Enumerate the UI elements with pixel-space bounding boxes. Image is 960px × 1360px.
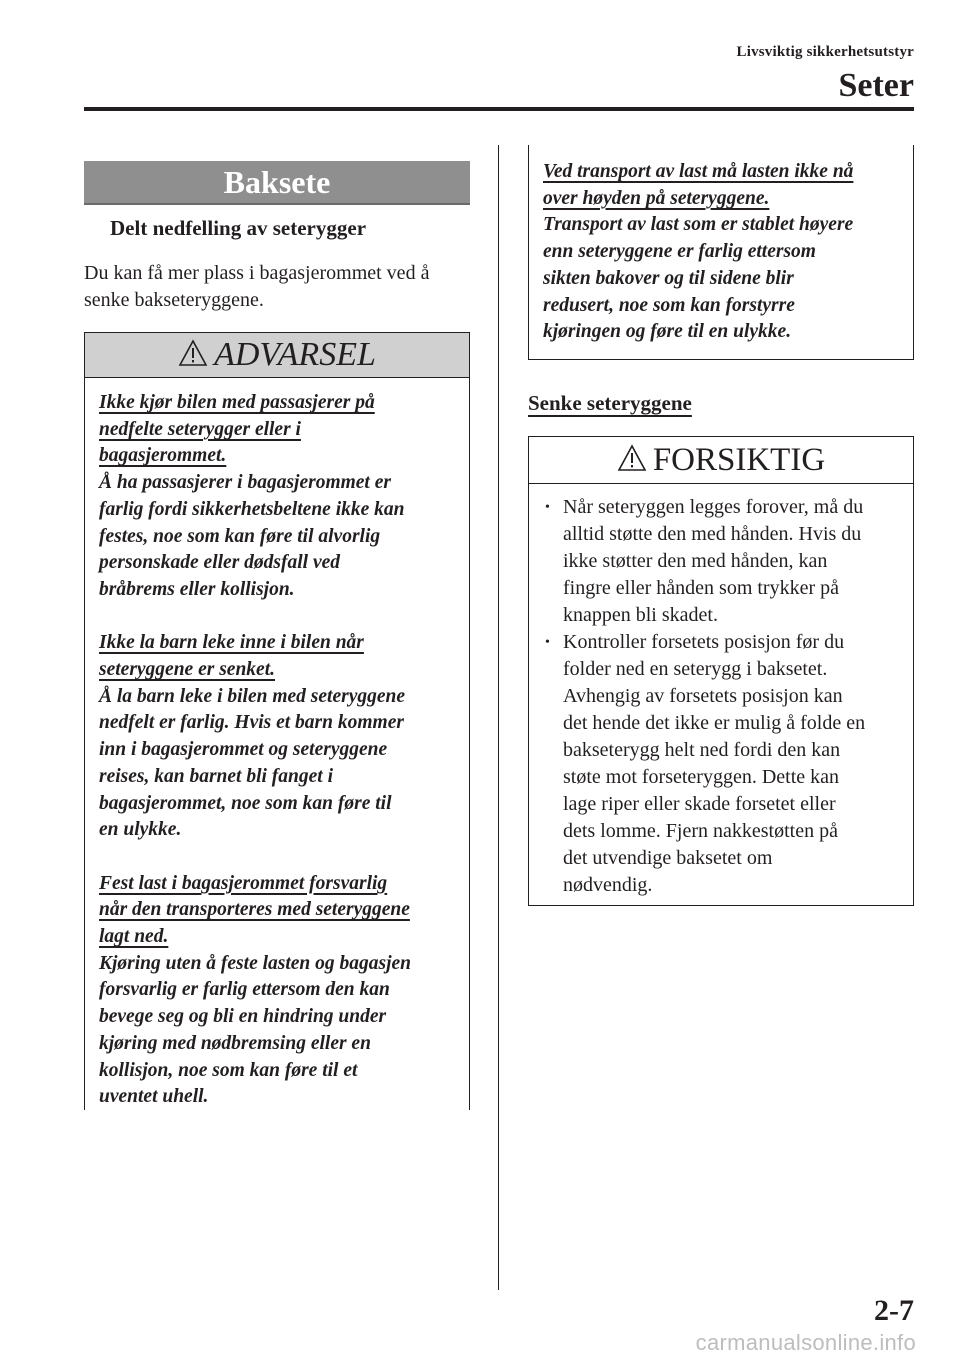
warning-body-line: enn seteryggene er farlig ettersom xyxy=(543,241,816,263)
caution-line: det utvendige baksetet om xyxy=(563,847,773,869)
page-number: 2-7 xyxy=(874,1294,914,1327)
warning-heading-line xyxy=(99,630,457,657)
caution-box xyxy=(528,436,914,906)
warning-body-line: inn i bagasjerommet og seteryggene xyxy=(99,739,388,761)
caution-line: ikke støtter den med hånden, kan xyxy=(563,550,828,572)
caution-line: fingre eller hånden som trykker på xyxy=(563,577,840,599)
caution-line: bakseterygg helt ned fordi den kan xyxy=(563,739,841,761)
warning-heading-line-text: når den transporteres med seteryggene xyxy=(99,899,410,921)
warning-body-line: bråbrems eller kollisjon. xyxy=(99,578,295,600)
warning-body-line: farlig fordi sikkerhetsbeltene ikke kan xyxy=(99,498,405,520)
warning-heading-line xyxy=(99,417,457,444)
section-banner: Baksete xyxy=(84,161,470,205)
paragraph-gap xyxy=(99,844,457,871)
warning-heading-line xyxy=(543,186,901,213)
warning-heading-line xyxy=(99,657,457,684)
caution-line: knappen bli skadet. xyxy=(563,604,718,626)
section-heading xyxy=(528,391,692,416)
warning-body-line: kjøringen og føre til en ulykke. xyxy=(543,321,792,343)
warning-heading-line-text: nedfelte seterygger eller i xyxy=(99,418,301,440)
caution-line: nødvendig. xyxy=(563,874,653,896)
header-rule xyxy=(84,107,914,111)
warning-heading-line xyxy=(99,897,457,924)
warning-body-line: forsvarlig er farlig ettersom den kan xyxy=(99,979,390,1001)
caution-line: alltid støtte den med hånden. Hvis du xyxy=(563,523,862,545)
warning-body-line: uventet uhell. xyxy=(99,1086,209,1108)
warning-box-continued xyxy=(528,145,914,360)
warning-body-line: Å la barn leke i bilen med seteryggene xyxy=(99,685,406,707)
warning-heading-line xyxy=(99,443,457,470)
warning-body-line: personskade eller dødsfall ved xyxy=(99,552,341,574)
warning-body-line: reises, kan barnet bli fanget i xyxy=(99,765,334,787)
subheading: Delt nedfelling av seterygger xyxy=(110,216,367,240)
warning-body-line: bagasjerommet, noe som kan føre til xyxy=(99,792,392,814)
warning-body-line: kollisjon, noe som kan føre til et xyxy=(99,1059,358,1081)
caution-item xyxy=(541,629,903,899)
caution-line: Når seteryggen legges forover, må du xyxy=(563,496,864,518)
warning-heading-line-text: Fest last i bagasjerommet forsvarlig xyxy=(99,872,388,894)
caution-item xyxy=(541,494,903,629)
warning-body-line: Å ha passasjerer i bagasjerommet er xyxy=(99,472,391,494)
caution-list xyxy=(529,484,913,899)
warning-heading-line xyxy=(543,159,901,186)
warning-triangle-icon xyxy=(178,339,208,367)
warning-body-line: bevege seg og bli en hindring under xyxy=(99,1006,387,1028)
warning-body-line: sikten bakover og til sidene blir xyxy=(543,267,794,289)
bullet-icon: • xyxy=(545,500,550,515)
warning-body-line: nedfelt er farlig. Hvis et barn kommer xyxy=(99,712,404,734)
warning-body-line: Transport av last som er stablet høyere xyxy=(543,214,854,236)
caution-line: dets lomme. Fjern nakkestøtten på xyxy=(563,820,838,842)
page-header xyxy=(737,44,915,105)
bullet-icon: • xyxy=(545,635,550,650)
warning-heading-line-text: Ikke la barn leke inne i bilen når xyxy=(99,632,364,654)
warning-heading-line-text: bagasjerommet. xyxy=(99,445,227,467)
warning-title: ADVARSEL xyxy=(214,336,376,373)
paragraph-gap xyxy=(99,604,457,631)
warning-heading-line-text: over høyden på seteryggene. xyxy=(543,187,770,209)
warning-triangle-icon xyxy=(617,444,647,472)
caution-line: Kontroller forsetets posisjon før du xyxy=(563,631,845,653)
warning-body-line: Kjøring uten å feste lasten og bagasjen xyxy=(99,952,412,974)
caution-line: Avhengig av forsetets posisjon kan xyxy=(563,685,843,707)
caution-line: folder ned en seterygg i baksetet. xyxy=(563,658,828,680)
caution-line: lage riper eller skade forsetet eller xyxy=(563,793,836,815)
warning-heading-line xyxy=(99,390,457,417)
intro-paragraph: Du kan få mer plass i bagasjerommet ved å senke bakseteryggene. xyxy=(84,262,430,311)
section-title: Livsviktig sikkerhetsutstyr xyxy=(736,44,914,60)
warning-heading-line-text: lagt ned. xyxy=(99,926,169,948)
caution-header xyxy=(529,437,913,484)
warning-body-line: redusert, noe som kan forstyrre xyxy=(543,294,795,316)
warning-heading-line-text: Ikke kjør bilen med passasjerer på xyxy=(99,392,375,413)
warning-heading-line-text: Ved transport av last må lasten ikke nå xyxy=(543,161,854,182)
warning-heading-line xyxy=(99,871,457,898)
warning-header xyxy=(85,333,469,378)
warning-heading-line-text: seteryggene er senket. xyxy=(99,659,275,681)
warning-body-line: en ulykke. xyxy=(99,819,182,841)
watermark: carmanualsonline.info xyxy=(695,1330,916,1355)
warning-box xyxy=(84,332,470,1110)
chapter-title: Seter xyxy=(838,67,914,104)
warning-body xyxy=(85,378,469,1111)
caution-title: FORSIKTIG xyxy=(652,442,826,478)
section-heading-text: Senke seteryggene xyxy=(528,391,692,415)
warning-heading-line xyxy=(99,924,457,951)
caution-line: støte mot forseteryggen. Dette kan xyxy=(563,766,840,788)
warning-continued-body xyxy=(529,145,913,346)
warning-body-line: festes, noe som kan føre til alvorlig xyxy=(99,525,381,547)
caution-line: det hende det ikke er mulig å folde en xyxy=(563,712,866,734)
column-divider xyxy=(498,145,499,1290)
warning-body-line: kjøring med nødbremsing eller en xyxy=(99,1032,371,1054)
